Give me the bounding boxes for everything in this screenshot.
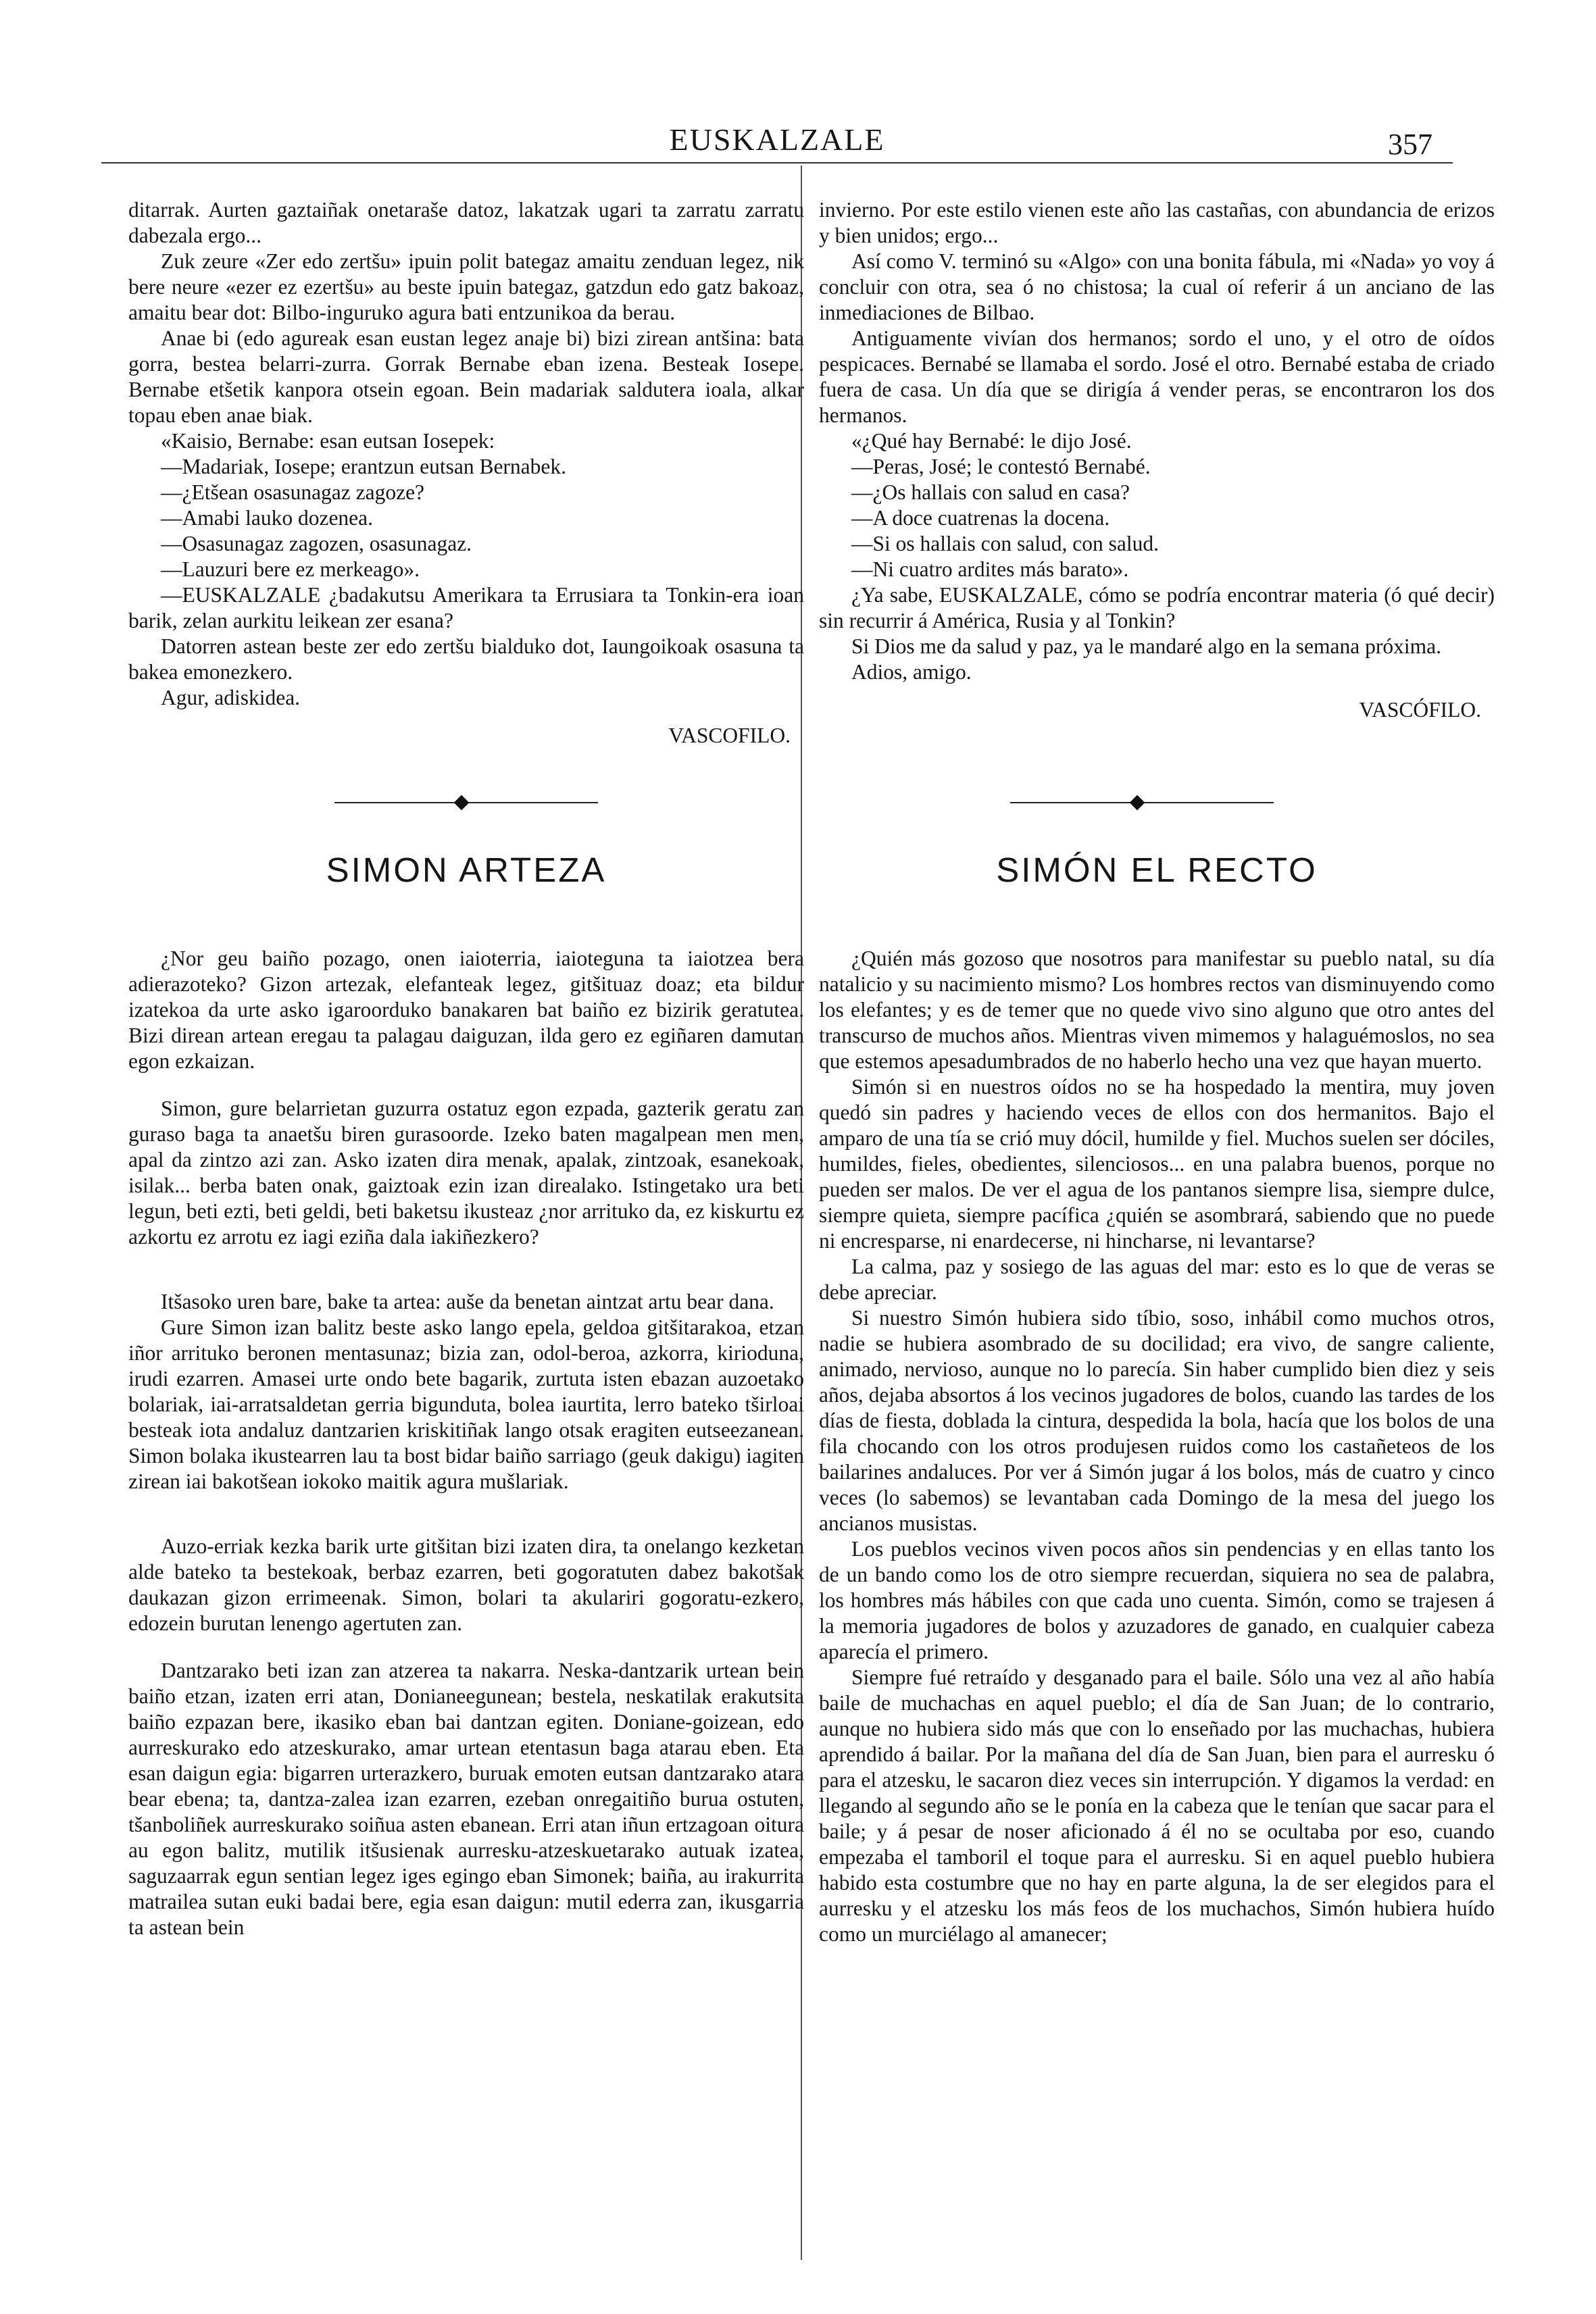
- paragraph: Simón si en nuestros oídos no se ha hospedado la mentira, muy joven quedó sin padres y haciendo veces de ellos con dos hermanitos. Bajo el amparo de una tía se crió muy dócil, humilde y fiel. Muchos suelen ser dóciles, humildes, fieles, obedientes, silenciosos... en una palabra buenos, porque no pueden ser malos. De ver el agua de los pantanos siempre lisa, siempre dulce, siempre quieta, siempre pacífica ¿quién se asombrará, sabiendo que no puede ni encresparse, ni enardecerse, ni hincharse, ni levantarse?: [819, 1075, 1495, 1253]
- running-title: EUSKALZALE: [669, 122, 885, 157]
- paragraph: Siempre fué retraído y desganado para el baile. Sólo una vez al año había baile de muchachas en aquel pueblo; el día de San Juan; de lo contrario, aunque no hubiera sido más que con lo enseñado por las muchachas, hubiera aprendido á bailar. Por la mañana del día de San Juan, bien para el aurresku ó para el atzesku, le sacaron diez veces sin interrupción. Y digamos la verdad: en llegando al segundo año se le ponía en la cabeza que le tenían que sacar para el baile; y á pesar de noser aficionado á él no se ocultaba por eso, cuando empezaba el tamboril el toque para el aurresku. Si en aquel pueblo hubiera habido esta costumbre que no hay en parte alguna, la de ser elegidos para el aurresku y el atzesku los más feos de los muchachos, Simón hubiera huído como un murciélago al amanecer;: [819, 1665, 1495, 1946]
- signature: VASCOFILO.: [668, 724, 791, 747]
- article-title-basque: SIMON ARTEZA: [326, 851, 607, 889]
- section-separator: [1010, 796, 1274, 809]
- paragraph: Simon, gure belarrietan guzurra ostatuz egon ezpada, gazterik geratu zan guraso baga ta anaetšu biren gurasoorde. Izeko baten magalpean men men, apal da zintzo azi zan. Asko izaten dira menak, apalak, zintzoak, esanekoak, isilak... berba baten onak, gaiztoak ezin izan direalako. Istingetako ura beti legun, beti ezti, beti geldi, beti baketsu ikusteaz ¿nor arrituko da, ez kiskurtu ez azkortu ez arrotu ez iagi eziña dala iakiñezkero?: [128, 1097, 804, 1249]
- paragraph: Itšasoko uren bare, bake ta artea: auše da benetan aintzat artu bear dana.: [161, 1290, 774, 1313]
- dialogue-line: —Amabi lauko dozenea.: [161, 506, 374, 530]
- article-title-spanish: SIMÓN EL RECTO: [996, 851, 1318, 889]
- paragraph: invierno. Por este estilo vienen este año las castañas, con abundancia de erizos y bien unidos; ergo...: [819, 198, 1495, 247]
- paragraph: Si nuestro Simón hubiera sido tíbio, soso, inhábil como muchos otros, nadie se hubiera asombrado de su docilidad; era vivo, de sangre caliente, animado, nervioso, aunque no lo parecía. Sin haber cumplido bien diez y seis años, dejaba absortos á los vecinos jugadores de bolos, cuando las tardes de los días de fiesta, doblada la cintura, despedida la bola, hacía que los bolos de una fila chocando con los otros produjesen ruidos como los castañeteos de los bailarines andaluces. Por ver á Simón jugar á los bolos, más de cuatro y cinco veces (lo sabemos) se levantaban cada Domingo de la mesa del juego los ancianos musistas.: [819, 1306, 1495, 1535]
- header-rule: [101, 162, 1453, 164]
- paragraph: La calma, paz y sosiego de las aguas del mar: esto es lo que de veras se debe apreciar.: [819, 1255, 1495, 1304]
- right-article-body: [819, 946, 1495, 1947]
- paragraph: Si Dios me da salud y paz, ya le mandaré algo en la semana próxima.: [851, 634, 1441, 658]
- paragraph: ¿Quién más gozoso que nosotros para manifestar su pueblo natal, su día natalicio y su nacimiento mismo? Los hombres rectos van disminuyendo como los elefantes; y es de temer que no quede vivo sino alguno que otro antes del transcurso de muchos años. Mientras viven mimemos y halaguémoslos, no sea que estemos apesadumbrados de no haberlo hecho una vez que hayan muerto.: [819, 947, 1495, 1073]
- separator-diamond: [1130, 795, 1145, 811]
- page-number: 357: [1388, 128, 1432, 161]
- dialogue-line: —Lauzuri bere ez merkeago».: [161, 557, 420, 581]
- paragraph: Datorren astean beste zer edo zertšu bialduko dot, Iaungoikoak osasuna ta bakea emonezkero.: [128, 634, 804, 684]
- dialogue-line: —Si os hallais con salud, con salud.: [851, 532, 1159, 555]
- closing: Agur, adiskidea.: [161, 686, 301, 709]
- section-separator: [334, 796, 598, 809]
- dialogue-line: —¿Os hallais con salud en casa?: [851, 480, 1130, 504]
- dialogue-line: —Peras, José; le contestó Bernabé.: [851, 455, 1151, 478]
- paragraph: Dantzarako beti izan zan atzerea ta nakarra. Neska-dantzarik urtean bein baiño etzan, izaten erri atan, Donianeegunean; bestela, neskatilak erakutsita baiño ezpazan bere, ikasiko eban bai dantzan egiten. Doniane-goizean, edo aurreskurako edo atzeskurako, amar urtean etentasun baga atarau eben. Eta esan daigun egia: bigarren urterazkero, buruak emoten eutsan dantzarako atara bear ebena; ta, dantza-zalea izan ezarren, ezeban onregaitiño burua ostuten, tšanboliñek aurreskurako soiñua asten ebanean. Erri atan iñun ertzagoan oitura au egon balitz, mutilik itšusienak aurresku-atzeskuetarako autuak izatea, saguzaarrak egun sentian legez iges egingo eban Simonek; baiña, au irakurrita matrailea sutan euki badai bere, egia esan daigun: mutil ederra zan, ikusgarria ta astean bein: [128, 1659, 804, 1939]
- paragraph: —EUSKALZALE ¿badakutsu Amerikara ta Errusiara ta Tonkin-era ioan barik, zelan aurkitu leikean zer esana?: [128, 583, 804, 632]
- left-article-body: [128, 946, 804, 1940]
- page-header: [101, 122, 1453, 162]
- dialogue-line: —A doce cuatrenas la docena.: [851, 506, 1110, 530]
- paragraph: ¿Ya sabe, EUSKALZALE, cómo se podría encontrar materia (ó qué decir) sin recurrir á América, Rusia y al Tonkin?: [819, 583, 1495, 632]
- signature: VASCÓFILO.: [1359, 698, 1481, 722]
- paragraph: Así como V. terminó su «Algo» con una bonita fábula, mi «Nada» yo voy á concluir con otra, sea ó no chistosa; la cual oí referir á un anciano de las inmediaciones de Bilbao.: [819, 249, 1495, 324]
- dialogue-line: —Madariak, Iosepe; erantzun eutsan Bernabek.: [161, 455, 567, 478]
- paragraph: ¿Nor geu baiño pozago, onen iaioterria, iaioteguna ta iaiotzea bera adierazoteko? Gizon artezak, elefanteak legez, gitšituaz doaz; eta bildur izatekoa da urte asko igaroorduko banakaren bat baiño ez bizirik geratutea. Bizi direan artean eregau ta palagau daiguzan, ilda gero ez egiñaren damutan egon ezkaizan.: [128, 947, 804, 1073]
- paragraph: Auzo-erriak kezka barik urte gitšitan bizi izaten dira, ta onelango kezketan alde bateko ta bestekoak, berbaz ezarren, beti gogoratuten dabez bakotšak daukazan gizon errimeenak. Simon, bolari ta akulariri gogoratu-ezkero, edozein burutan lenengo agertuten zan.: [128, 1534, 804, 1635]
- paragraph: Anae bi (edo agureak esan eustan legez anaje bi) bizi zirean antšina: bata gorra, bestea belarri-zurra. Gorrak Bernabe eban izena. Besteak Iosepe. Bernabe etšetik kanpora otsein egoan. Bein madariak saldutera ioala, alkar topau eben anae biak.: [128, 326, 804, 427]
- dialogue-line: «Kaisio, Bernabe: esan eutsan Iosepek:: [161, 429, 495, 453]
- paragraph: Antiguamente vivían dos hermanos; sordo el uno, y el otro de oídos pespicaces. Bernabé se llamaba el sordo. José el otro. Bernabé estaba de criado fuera de casa. Un día que se dirigía á vender peras, se encontraron los dos hermanos.: [819, 326, 1495, 427]
- dialogue-line: —Osasunagaz zagozen, osasunagaz.: [161, 532, 472, 555]
- paragraph: Los pueblos vecinos viven pocos años sin pendencias y en ellas tanto los de un bando como los de otro siempre recuerdan, siquiera no sea de palabra, los hombres más hábiles con que cada uno cuenta. Simón, como se trajesen á la memoria jugadores de bolos y azuzadores de ganado, en cualquier cabeza aparecía el primero.: [819, 1537, 1495, 1663]
- paragraph: Zuk zeure «Zer edo zertšu» ipuin polit bategaz amaitu zenduan legez, nik bere neure «ezer ez ezertšu» au beste ipuin bategaz, gatzdun edo gatz bakoaz, amaitu bear dot: Bilbo-inguruko agura bati entzunikoa da berau.: [128, 249, 804, 324]
- right-letter: [819, 197, 1495, 723]
- paragraph: ditarrak. Aurten gaztaiñak onetaraše datoz, lakatzak ugari ta zarratu zarratu dabezala ergo...: [128, 198, 804, 247]
- closing: Adios, amigo.: [851, 660, 972, 684]
- dialogue-line: —¿Etšean osasunagaz zagoze?: [161, 480, 425, 504]
- dialogue-line: «¿Qué hay Bernabé: le dijo José.: [851, 429, 1132, 453]
- dialogue-line: —Ni cuatro ardites más barato».: [851, 557, 1129, 581]
- left-letter: [128, 197, 804, 749]
- separator-diamond: [454, 795, 470, 811]
- paragraph: Gure Simon izan balitz beste asko lango epela, geldoa gitšitarakoa, etzan iñor arrituko beronen mentasunaz; bizia zan, odol-beroa, azkorra, kirioduna, irudi ezarren. Amasei urte ondo bete bagarik, zurtuta isten ebazan auzoetako bolariak, iai-arratsaldetan gerria bigunduta, bolea iaurtita, lerro bateko tširloai besteak iota andaluz dantzarien kriskitiñak lango otsak eragiten eutseezanean. Simon bolaka ikustearren lau ta bost bidar baiño sarriago (geuk dakigu) iagiten zirean iai bakotšean iokoko maitik agura mušlariak.: [128, 1315, 804, 1493]
